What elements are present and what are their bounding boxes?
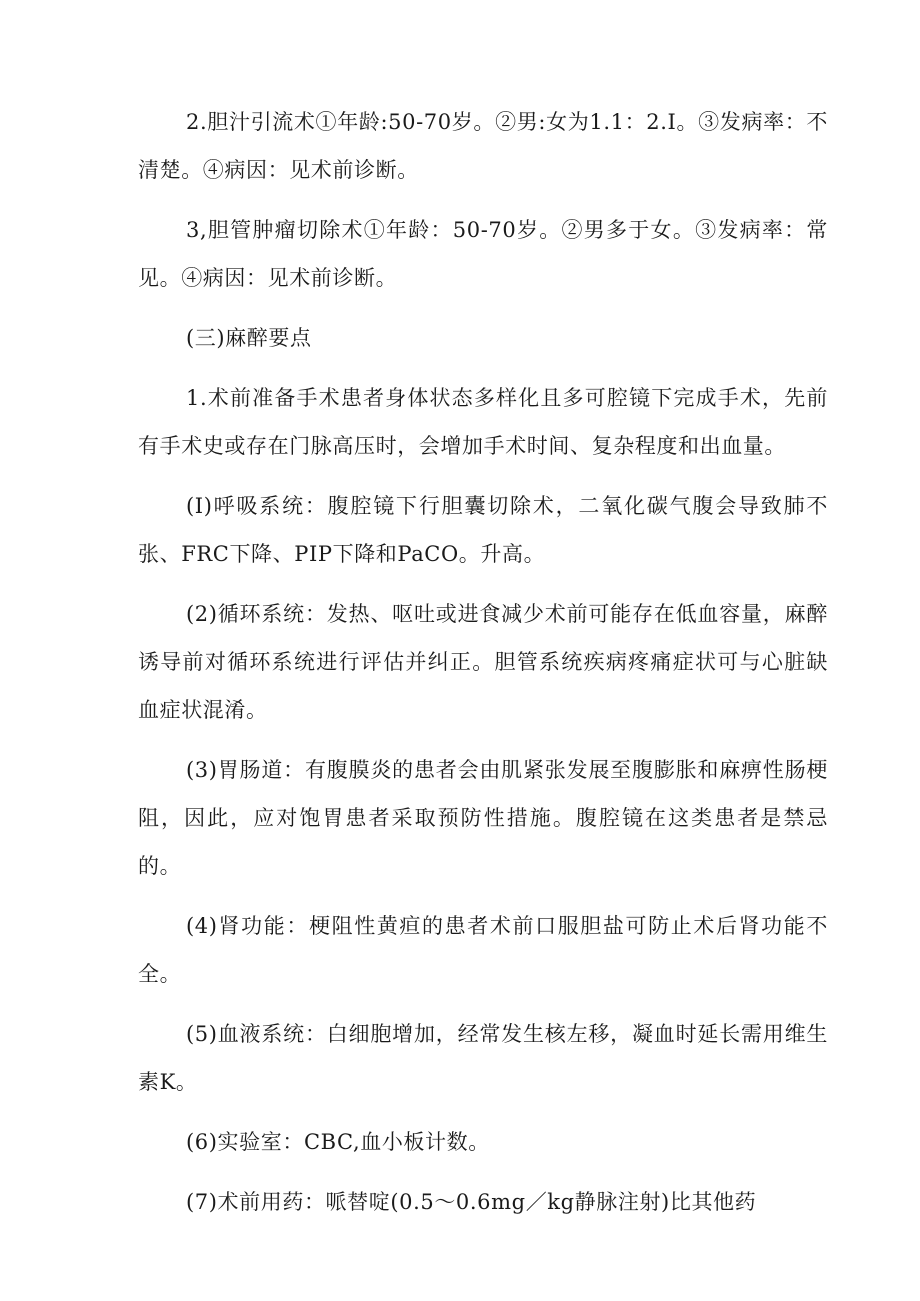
paragraph-preoperative-preparation: 1.术前准备手术患者身体状态多样化且多可腔镜下完成手术，先前有手术史或存在门脉高压时，会增加手术时间、复杂程度和出血量。 (138, 386, 828, 458)
paragraph-blood-system: (5)血液系统：白细胞增加，经常发生核左移，凝血时延长需用维生素K。 (138, 1022, 828, 1094)
paragraph-premedication: (7)术前用药：哌替啶(0.5～0.6mg／kg静脉注射)比其他药 (186, 1190, 757, 1214)
paragraph-renal-function: (4)肾功能：梗阻性黄疸的患者术前口服胆盐可防止术后肾功能不全。 (138, 914, 828, 986)
document-body (138, 98, 828, 1238)
paragraph-biliary-drainage: 2.胆汁引流术①年龄:50-70岁。②男:女为1.1：2.I。③发病率：不清楚。④病因：见术前诊断。 (138, 110, 828, 182)
paragraph-laboratory: (6)实验室：CBC,血小板计数。 (186, 1130, 490, 1154)
section-heading-anesthesia-points: (三)麻醉要点 (186, 326, 312, 350)
paragraph-respiratory-system: (I)呼吸系统：腹腔镜下行胆囊切除术，二氧化碳气腹会导致肺不张、FRC下降、PIP下降和PaCO。升高。 (138, 494, 828, 566)
paragraph-bile-duct-tumor-resection: 3,胆管肿瘤切除术①年龄：50-70岁。②男多于女。③发病率：常见。④病因：见术前诊断。 (138, 218, 828, 290)
paragraph-circulatory-system: (2)循环系统：发热、呕吐或进食减少术前可能存在低血容量，麻醉诱导前对循环系统进行评估并纠正。胆管系统疾病疼痛症状可与心脏缺血症状混淆。 (138, 602, 828, 722)
paragraph-gastrointestinal: (3)胃肠道：有腹膜炎的患者会由肌紧张发展至腹膨胀和麻痹性肠梗阻，因此，应对饱胃患者采取预防性措施。腹腔镜在这类患者是禁忌的。 (138, 758, 828, 878)
